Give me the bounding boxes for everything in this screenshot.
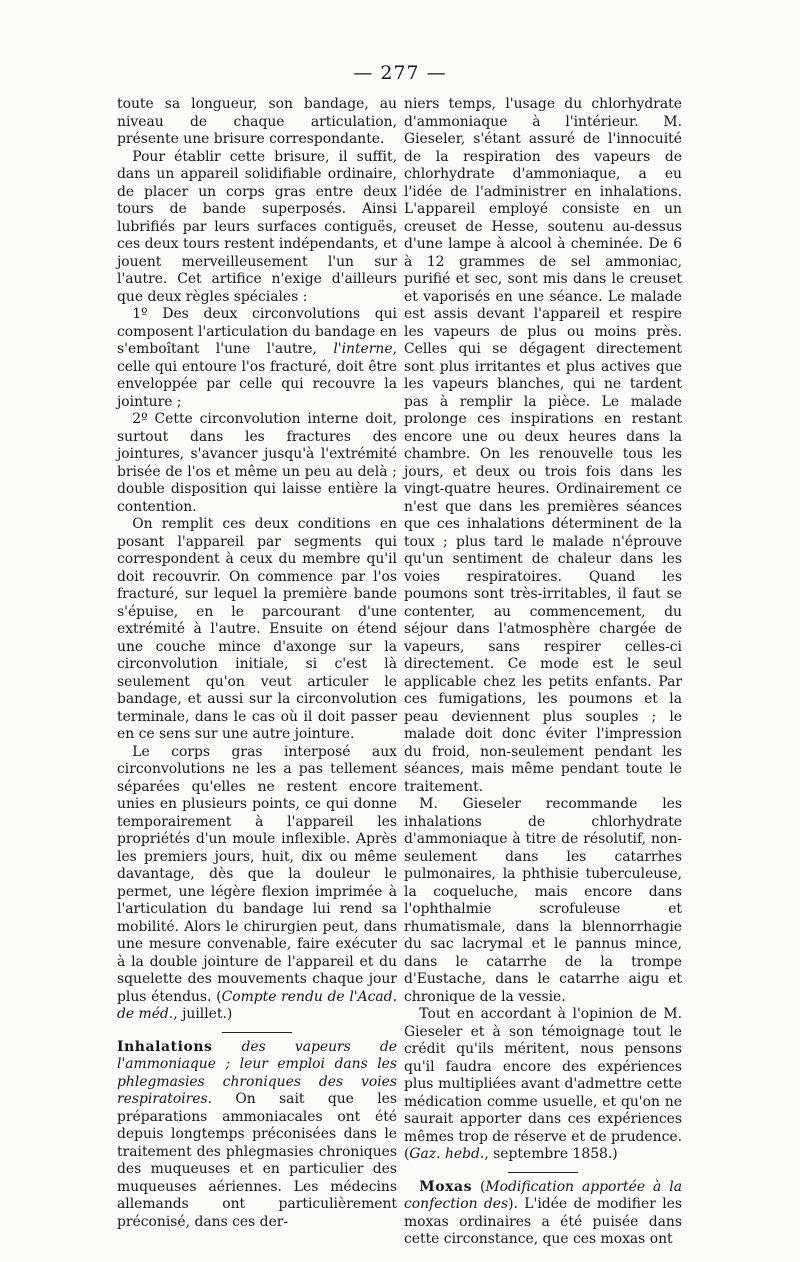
paragraph: niers temps, l'usage du chlorhydrate d'ammoniaque à l'intérieur. M. Gieseler, s'étant assuré de l'innocuité de la respiration des vapeurs de chlorhydrate d'ammoniaque, a eu l'idée de l'administrer en inhalations. L'appareil employé consiste en un creuset de Hesse, soutenu au-dessus d'une lampe à alcool à cheminée. De 6 à 12 grammes de sel ammoniac, purifié et sec, sont mis dans le creuset et vaporisés en une séance. Le malade est assis devant l'appareil et respire les vapeurs de plus ou moins près. Celles qui se dégagent directement sont plus irritantes et plus actives que les vapeurs blanches, qui ne tardent pas à remplir la pièce. Le malade prolonge ces inspirations en restant encore une ou deux heures dans la chambre. On les renouvelle tous les jours, et deux ou trois fois dans les vingt-quatre heures. Ordinairement ce n'est que dans les premières séances que ces inhalations déterminent de la toux ; plus tard le malade n'éprouve qu'un sentiment de chaleur dans les voies respiratoires. Quand les poumons sont très-irritables, il faut se contenter, au commencement, du séjour dans l'atmosphère chargée de vapeurs, sans respirer celles-ci directement. Ce mode est le seul applicable chez les petits enfants. Par ces fumigations, les poumons et la peau deviennent plus souples ; le malade doit donc éviter l'impression du froid, non-seulement pendant les séances, mais même pendant toute le traitement. xyxy=(404,96,682,795)
paragraph: 1º Des deux circonvolutions qui composent l'articulation du bandage en s'emboîtant l'une l'autre, l'interne, celle qui entoure l'os fracturé, doit être enveloppée par celle qui recouvre la jointure ; xyxy=(117,306,397,410)
section-heading: Inhalations xyxy=(117,1038,213,1055)
page-number: — 277 — xyxy=(353,62,447,84)
section-divider xyxy=(508,1172,578,1173)
section-heading: Moxas xyxy=(419,1178,473,1195)
paragraph: Tout en accordant à l'opinion de M. Gieseler et à son témoignage tout le crédit qu'ils méritent, nous pensons qu'il faudra encore des expériences plus multipliées avant d'admettre cette médication comme usuelle, et qu'on ne saurait apporter dans ces expériences mêmes trop de réserve et de prudence. (Gaz. hebd., septembre 1858.) xyxy=(404,1006,682,1162)
paragraph: 2º Cette circonvolution interne doit, surtout dans les fractures des jointures, s'avancer jusqu'à l'extrémité brisée de l'os et même un peu au delà ; double disposition qui laisse entière la contention. xyxy=(117,411,397,515)
right-column xyxy=(404,96,682,1249)
paragraph: On remplit ces deux conditions en posant l'appareil par segments qui correspondent à ceux du membre qu'il doit recouvrir. On commence par l'os fracturé, sur lequel la première bande s'épuise, en le parcourant d'une extrémité à l'autre. Ensuite on étend une couche mince d'axonge sur la circonvolution initiale, si c'est là seulement qu'on veut articuler le bandage, et aussi sur la circonvolution terminale, dans le cas où il doit passer en ce sens sur une autre jointure. xyxy=(117,516,397,742)
section-paragraph: Moxas (Modification apportée à la confection des). L'idée de modifier les moxas ordinaires a été puisée dans cette circonstance, que ces moxas ont xyxy=(404,1178,682,1247)
paragraph: M. Gieseler recommande les inhalations de chlorhydrate d'ammoniaque à titre de résolutif, non-seulement dans les catarrhes pulmonaires, la phthisie tuberculeuse, la coqueluche, mais encore dans l'ophthalmie scrofuleuse et rhumatismale, dans la blennorrhagie du sac lacrymal et le pannus mince, dans le catarrhe de la trompe d'Eustache, dans le catarrhe aigu et chronique de la vessie. xyxy=(404,796,682,1005)
paragraph: Le corps gras interposé aux circonvolutions ne les a pas tellement séparées qu'elles ne restent encore unies en plusieurs points, ce qui donne temporairement à l'appareil les propriétés d'un moule inflexible. Après les premiers jours, huit, dix ou même davantage, dès que la douleur le permet, une légère flexion imprimée à l'articulation du bandage lui rend sa mobilité. Alors le chirurgien peut, dans une mesure convenable, faire exécuter à la double jointure de l'appareil et du squelette des mouvements chaque jour plus étendus. (Compte rendu de l'Acad. de méd., juillet.) xyxy=(117,743,397,1022)
section-paragraph: Inhalations des vapeurs de l'ammoniaque ; leur emploi dans les phlegmasies chroniques des voies respiratoires. On sait que les préparations ammoniacales ont été depuis longtemps préconisées dans le traitement des phlegmasies chroniques des muqueuses et en particulier des muqueuses aériennes. Les médecins allemands ont particulièrement préconisé, dans ces der- xyxy=(117,1038,397,1230)
paragraph: Pour établir cette brisure, il suffit, dans un appareil solidifiable ordinaire, de placer un corps gras entre deux tours de bande superposés. Ainsi lubrifiés par leurs surfaces contiguës, ces deux tours restent indépendants, et jouent merveilleusement l'un sur l'autre. Cet artifice n'exige d'ailleurs que deux règles spéciales : xyxy=(117,148,397,305)
section-divider xyxy=(222,1032,292,1033)
paragraph: toute sa longueur, son bandage, au niveau de chaque articulation, présente une brisure correspondante. xyxy=(117,96,397,147)
left-column xyxy=(117,96,397,1231)
